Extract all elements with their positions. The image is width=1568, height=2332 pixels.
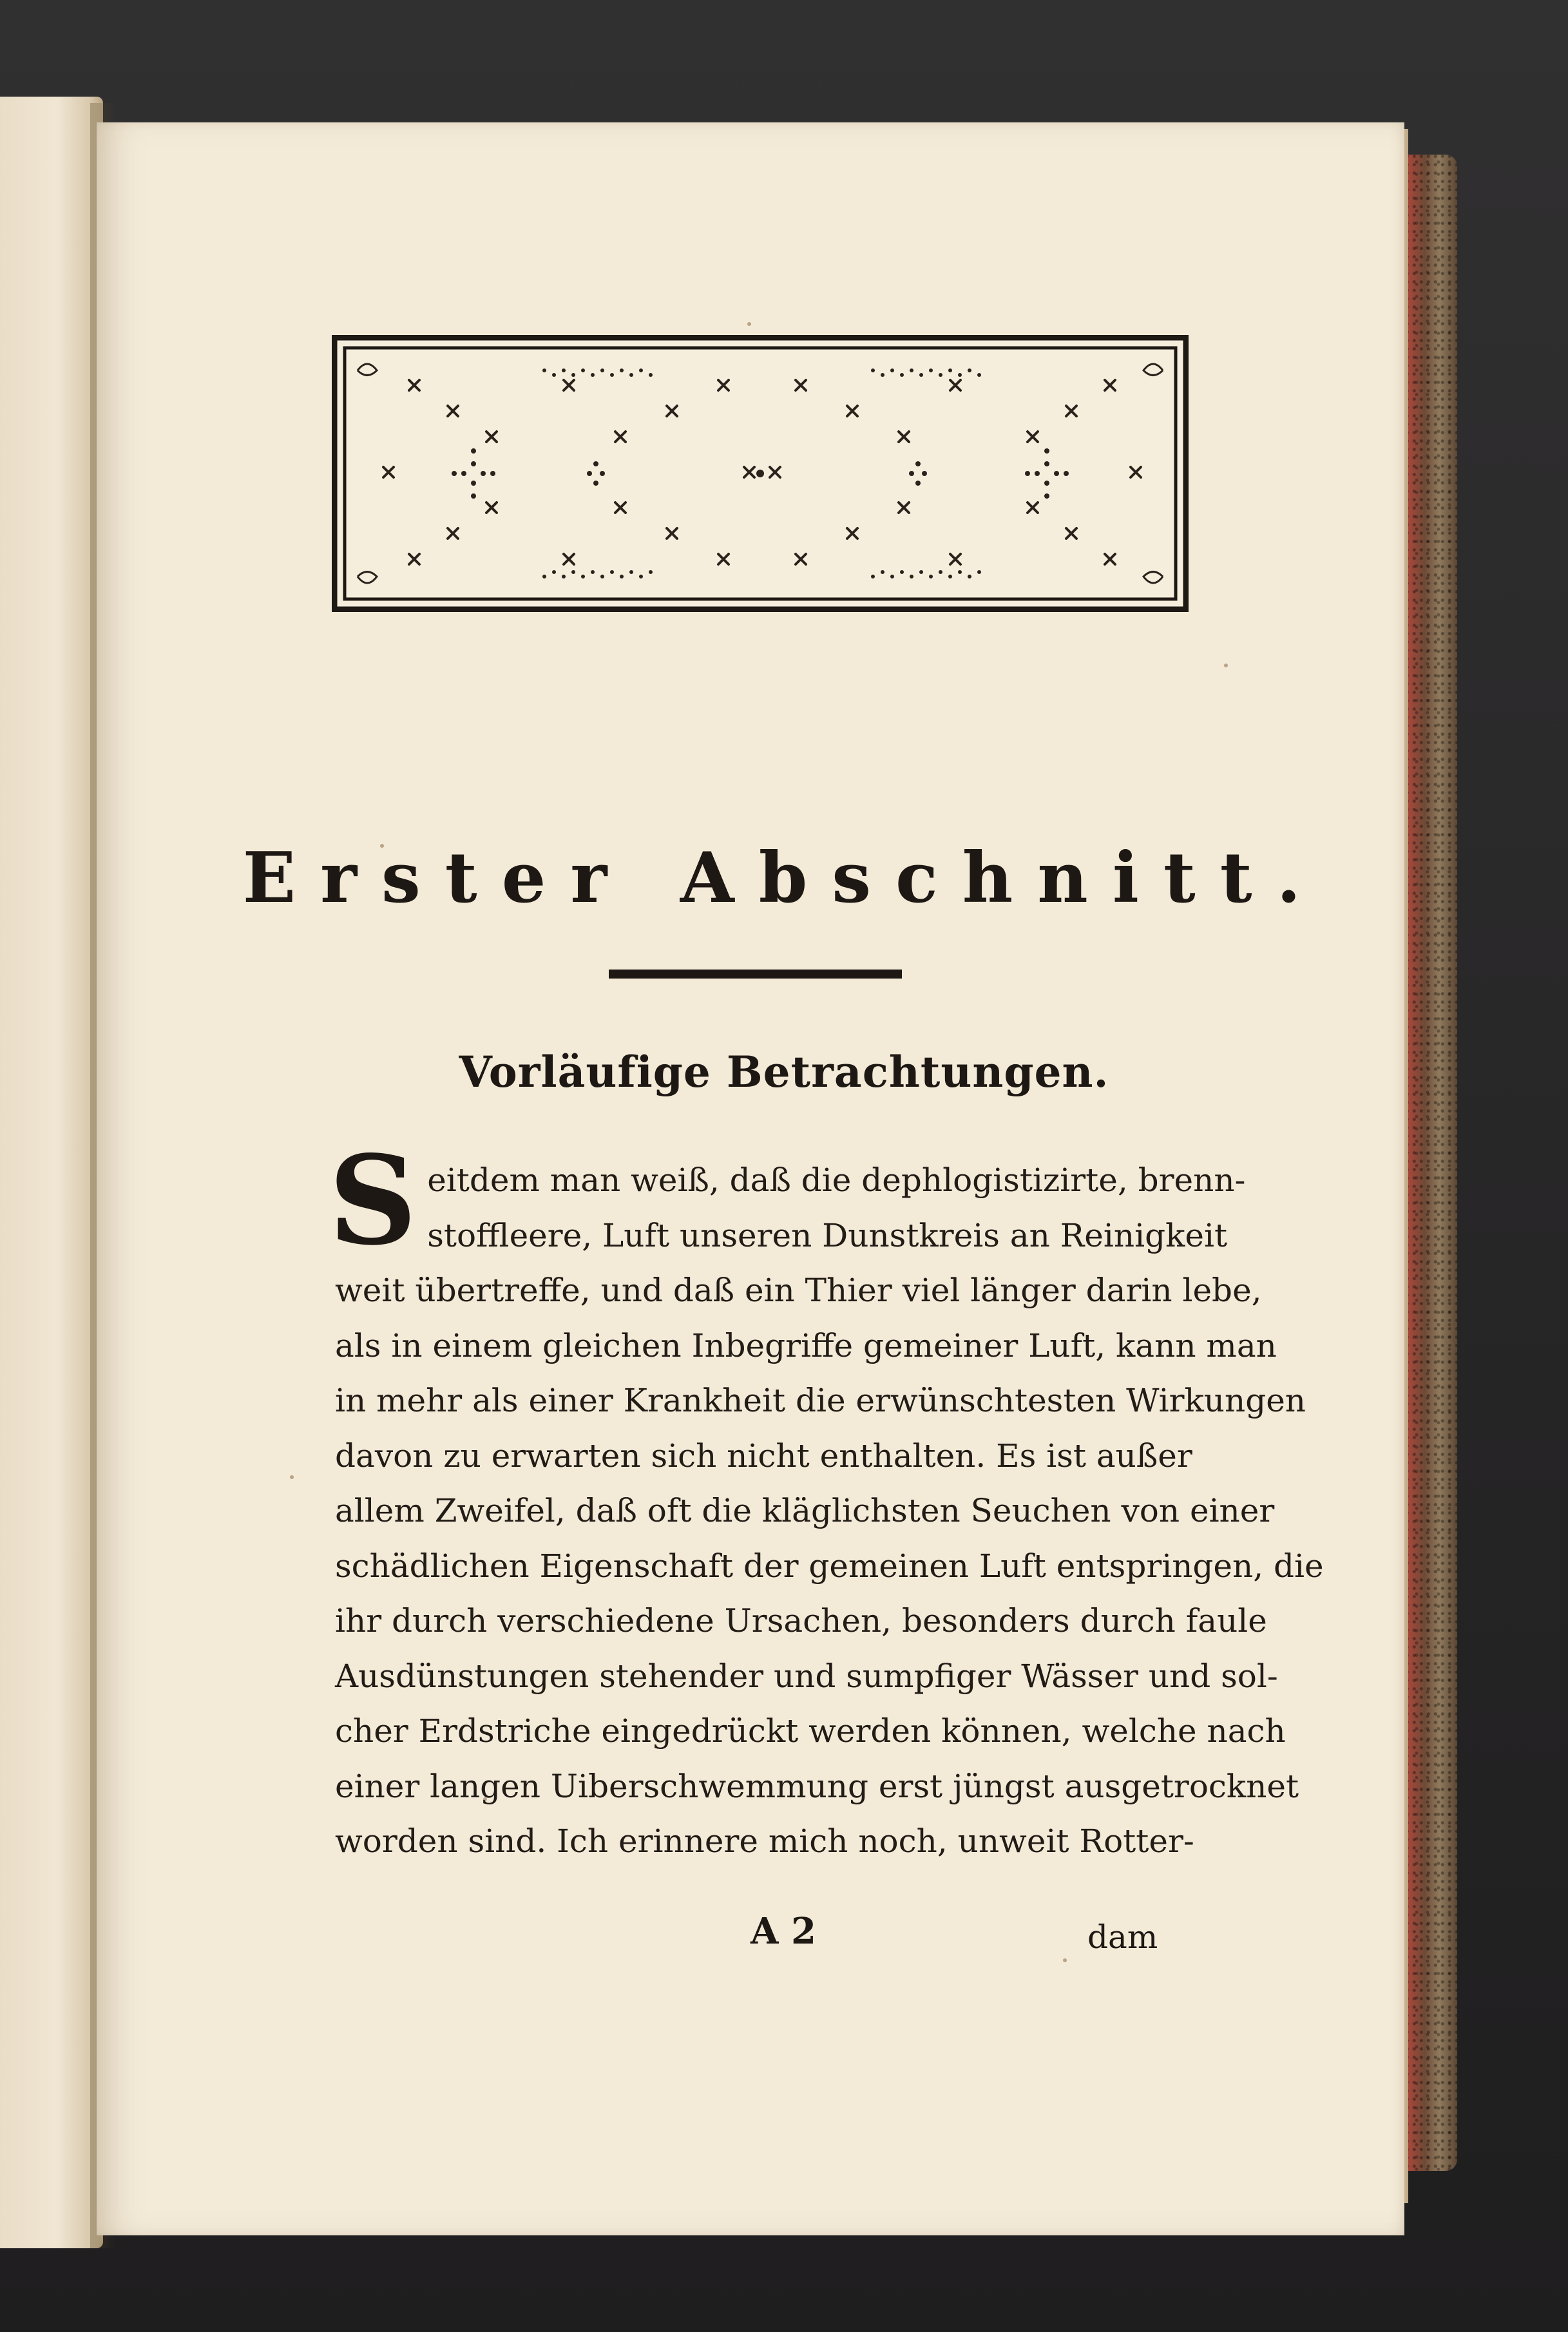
text-line: ihr durch verschiedene Ursachen, besonders durch faule: [335, 1602, 1267, 1639]
section-heading: Vorläufige Betrachtungen.: [459, 1047, 1109, 1097]
text-line: Ausdünstungen stehender und sumpfiger Wässer und sol-: [335, 1657, 1278, 1695]
body-paragraph: [329, 1129, 1324, 1869]
facing-page-edge: [0, 97, 103, 2248]
text-line: schädlichen Eigenschaft der gemeinen Luft entspringen, die: [335, 1547, 1324, 1585]
text-line: einer langen Uiberschwemmung erst jüngst ausgetrocknet: [335, 1767, 1299, 1805]
text-line: eitdem man weiß, daß die dephlogistizirte, brenn-: [427, 1161, 1246, 1199]
text-line: als in einem gleichen Inbegriffe gemeiner Luft, kann man: [335, 1326, 1277, 1364]
text-line: worden sind. Ich erinnere mich noch, unweit Rotter-: [335, 1822, 1194, 1860]
heading-rule: [609, 970, 902, 979]
catchword: dam: [1087, 1918, 1158, 1956]
text-line: weit übertreffe, und daß ein Thier viel länger darin lebe,: [335, 1272, 1262, 1309]
text-line: davon zu erwarten sich nicht enthalten. Es ist außer: [335, 1437, 1192, 1475]
chapter-heading: Erster Abschnitt.: [242, 837, 1326, 919]
text-line: stoffleere, Luft unseren Dunstkreis an Reinigkeit: [427, 1216, 1228, 1254]
text-line: allem Zweifel, daß oft die kläglichsten Seuchen von einer: [335, 1492, 1275, 1529]
text-line: in mehr als einer Krankheit die erwünschtesten Wirkungen: [335, 1382, 1306, 1419]
signature-mark: A 2: [751, 1910, 816, 1953]
decorative-headpiece-ornament: [332, 335, 1189, 612]
text-line: cher Erdstriche eingedrückt werden können, welche nach: [335, 1712, 1286, 1750]
drop-cap: S: [329, 1129, 417, 1272]
